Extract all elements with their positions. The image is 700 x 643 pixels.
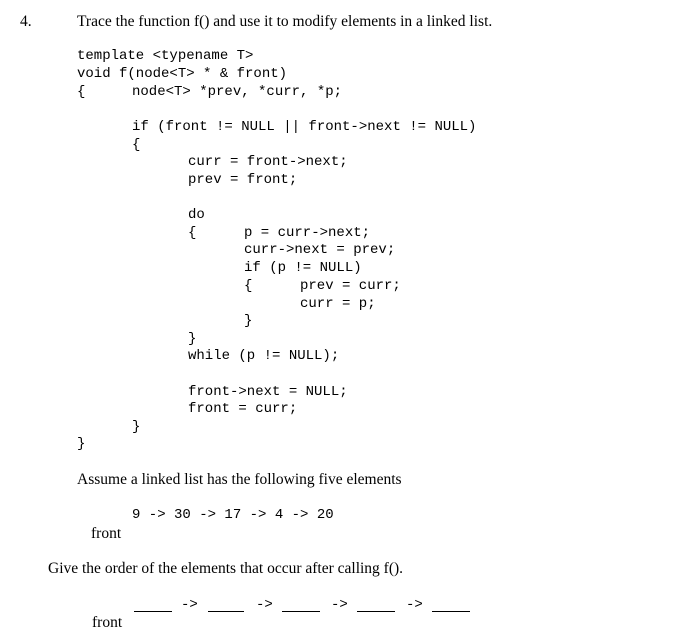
code-line: { (188, 225, 197, 241)
code-line: front->next = NULL; (188, 384, 348, 400)
code-line: prev = curr; (300, 278, 401, 294)
code-line: { (244, 278, 253, 294)
code-line: prev = front; (188, 172, 298, 188)
code-line: node<T> *prev, *curr, *p; (132, 84, 343, 100)
code-line: } (188, 331, 197, 347)
answer-blank[interactable] (432, 611, 470, 612)
arrow: -> (331, 597, 348, 613)
code-line: curr = p; (300, 296, 376, 312)
answer-blank[interactable] (282, 611, 320, 612)
code-line: } (77, 436, 86, 452)
code-line: front = curr; (188, 401, 298, 417)
code-line: } (132, 419, 141, 435)
list-intro: Assume a linked list has the following five elements (77, 471, 402, 488)
linked-list: 9 -> 30 -> 17 -> 4 -> 20 (132, 507, 334, 523)
code-line: curr = front->next; (188, 154, 348, 170)
code-line: while (p != NULL); (188, 348, 340, 364)
front-label: front (92, 614, 123, 631)
answer-blank[interactable] (357, 611, 395, 612)
front-label: front (91, 525, 122, 542)
code-line: if (p != NULL) (244, 260, 362, 276)
arrow: -> (256, 597, 273, 613)
code-line: { (77, 84, 86, 100)
answer-blank[interactable] (208, 611, 244, 612)
answer-blank[interactable] (134, 611, 172, 612)
question-number: 4. (20, 13, 32, 30)
answer-prompt: Give the order of the elements that occur after calling f(). (48, 560, 404, 577)
code-line: p = curr->next; (244, 225, 371, 241)
code-line: do (188, 207, 205, 223)
question-prompt: Trace the function f() and use it to modify elements in a linked list. (77, 13, 493, 30)
code-line: } (244, 313, 253, 329)
code-line: { (132, 137, 141, 153)
code-line: void f(node<T> * & front) (77, 66, 288, 82)
code-line: template <typename T> (77, 48, 254, 64)
arrow: -> (406, 597, 423, 613)
code-line: if (front != NULL || front->next != NULL) (132, 119, 477, 135)
arrow: -> (181, 597, 198, 613)
code-line: curr->next = prev; (244, 242, 396, 258)
